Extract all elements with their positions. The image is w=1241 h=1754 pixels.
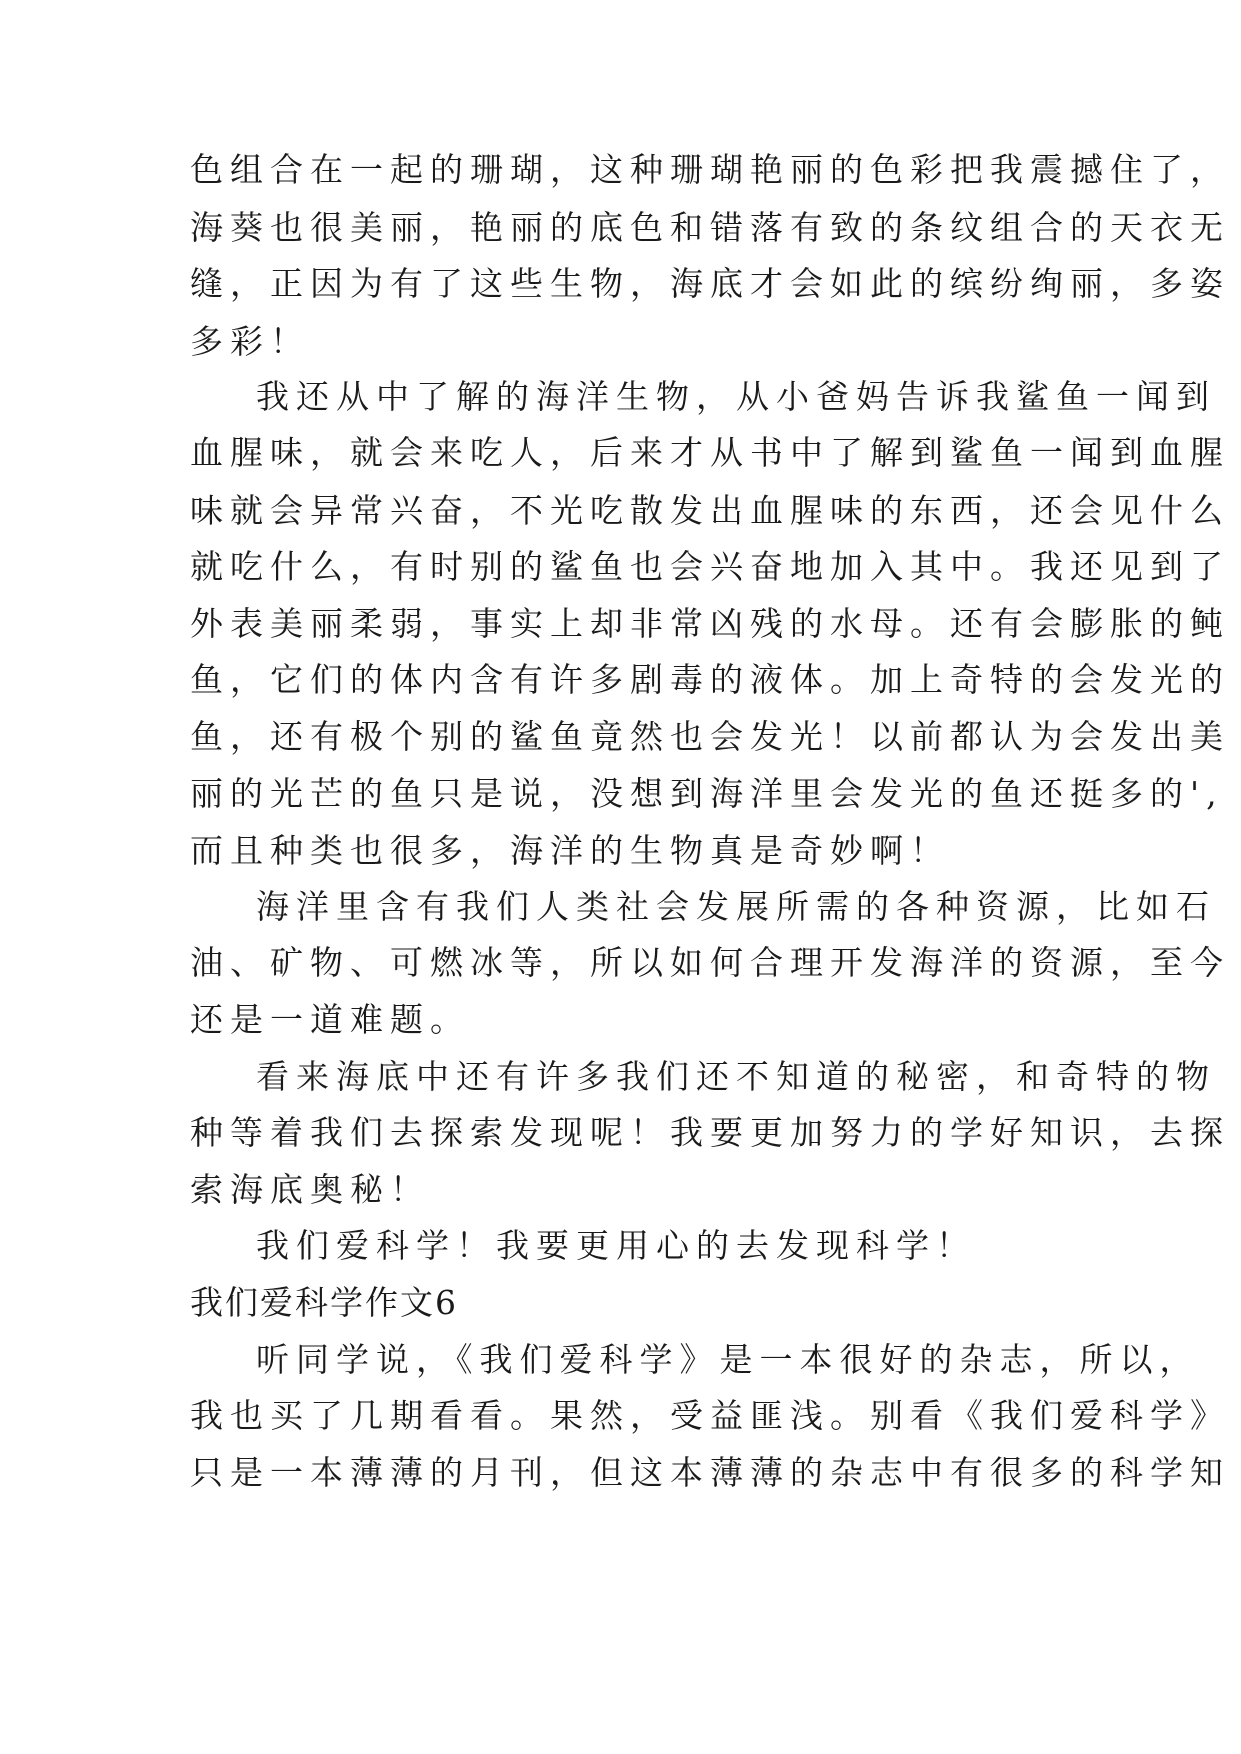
paragraph-first-line: 海洋里含有我们人类社会发展所需的各种资源，比如石 bbox=[256, 887, 1216, 926]
text-line: 血腥味，就会来吃人，后来才从书中了解到鲨鱼一闻到血腥 bbox=[190, 433, 1230, 472]
text-line: 多彩！ bbox=[190, 322, 310, 361]
section-heading: 我们爱科学作文6 bbox=[190, 1283, 458, 1322]
paragraph-first-line: 我们爱科学！我要更用心的去发现科学！ bbox=[256, 1226, 976, 1265]
paragraph-first-line: 听同学说，《我们爱科学》是一本很好的杂志，所以， bbox=[256, 1340, 1200, 1379]
paragraph-first-line: 我还从中了解的海洋生物，从小爸妈告诉我鲨鱼一闻到 bbox=[256, 377, 1216, 416]
text-line: 鱼，它们的体内含有许多剧毒的液体。加上奇特的会发光的 bbox=[190, 660, 1230, 699]
text-line: 只是一本薄薄的月刊，但这本薄薄的杂志中有很多的科学知 bbox=[190, 1453, 1230, 1492]
text-line: 色组合在一起的珊瑚，这种珊瑚艳丽的色彩把我震撼住了， bbox=[190, 150, 1230, 189]
text-line: 缝，正因为有了这些生物，海底才会如此的缤纷绚丽，多姿 bbox=[190, 264, 1230, 303]
text-line: 就吃什么，有时别的鲨鱼也会兴奋地加入其中。我还见到了 bbox=[190, 547, 1230, 586]
text-line: 种等着我们去探索发现呢！我要更加努力的学好知识，去探 bbox=[190, 1113, 1230, 1152]
text-line: 海葵也很美丽，艳丽的底色和错落有致的条纹组合的天衣无 bbox=[190, 208, 1230, 247]
text-line: 丽的光芒的鱼只是说，没想到海洋里会发光的鱼还挺多的', bbox=[190, 774, 1224, 813]
text-line: 鱼，还有极个别的鲨鱼竟然也会发光！以前都认为会发出美 bbox=[190, 717, 1230, 756]
text-line: 索海底奥秘！ bbox=[190, 1170, 430, 1209]
text-line: 味就会异常兴奋，不光吃散发出血腥味的东西，还会见什么 bbox=[190, 491, 1230, 530]
text-line: 油、矿物、可燃冰等，所以如何合理开发海洋的资源，至今 bbox=[190, 943, 1230, 982]
text-line: 而且种类也很多，海洋的生物真是奇妙啊！ bbox=[190, 831, 950, 870]
paragraph-first-line: 看来海底中还有许多我们还不知道的秘密，和奇特的物 bbox=[256, 1057, 1216, 1096]
text-line: 我也买了几期看看。果然，受益匪浅。别看《我们爱科学》 bbox=[190, 1396, 1230, 1435]
text-line: 还是一道难题。 bbox=[190, 1000, 470, 1039]
text-line: 外表美丽柔弱，事实上却非常凶残的水母。还有会膨胀的鲀 bbox=[190, 604, 1230, 643]
